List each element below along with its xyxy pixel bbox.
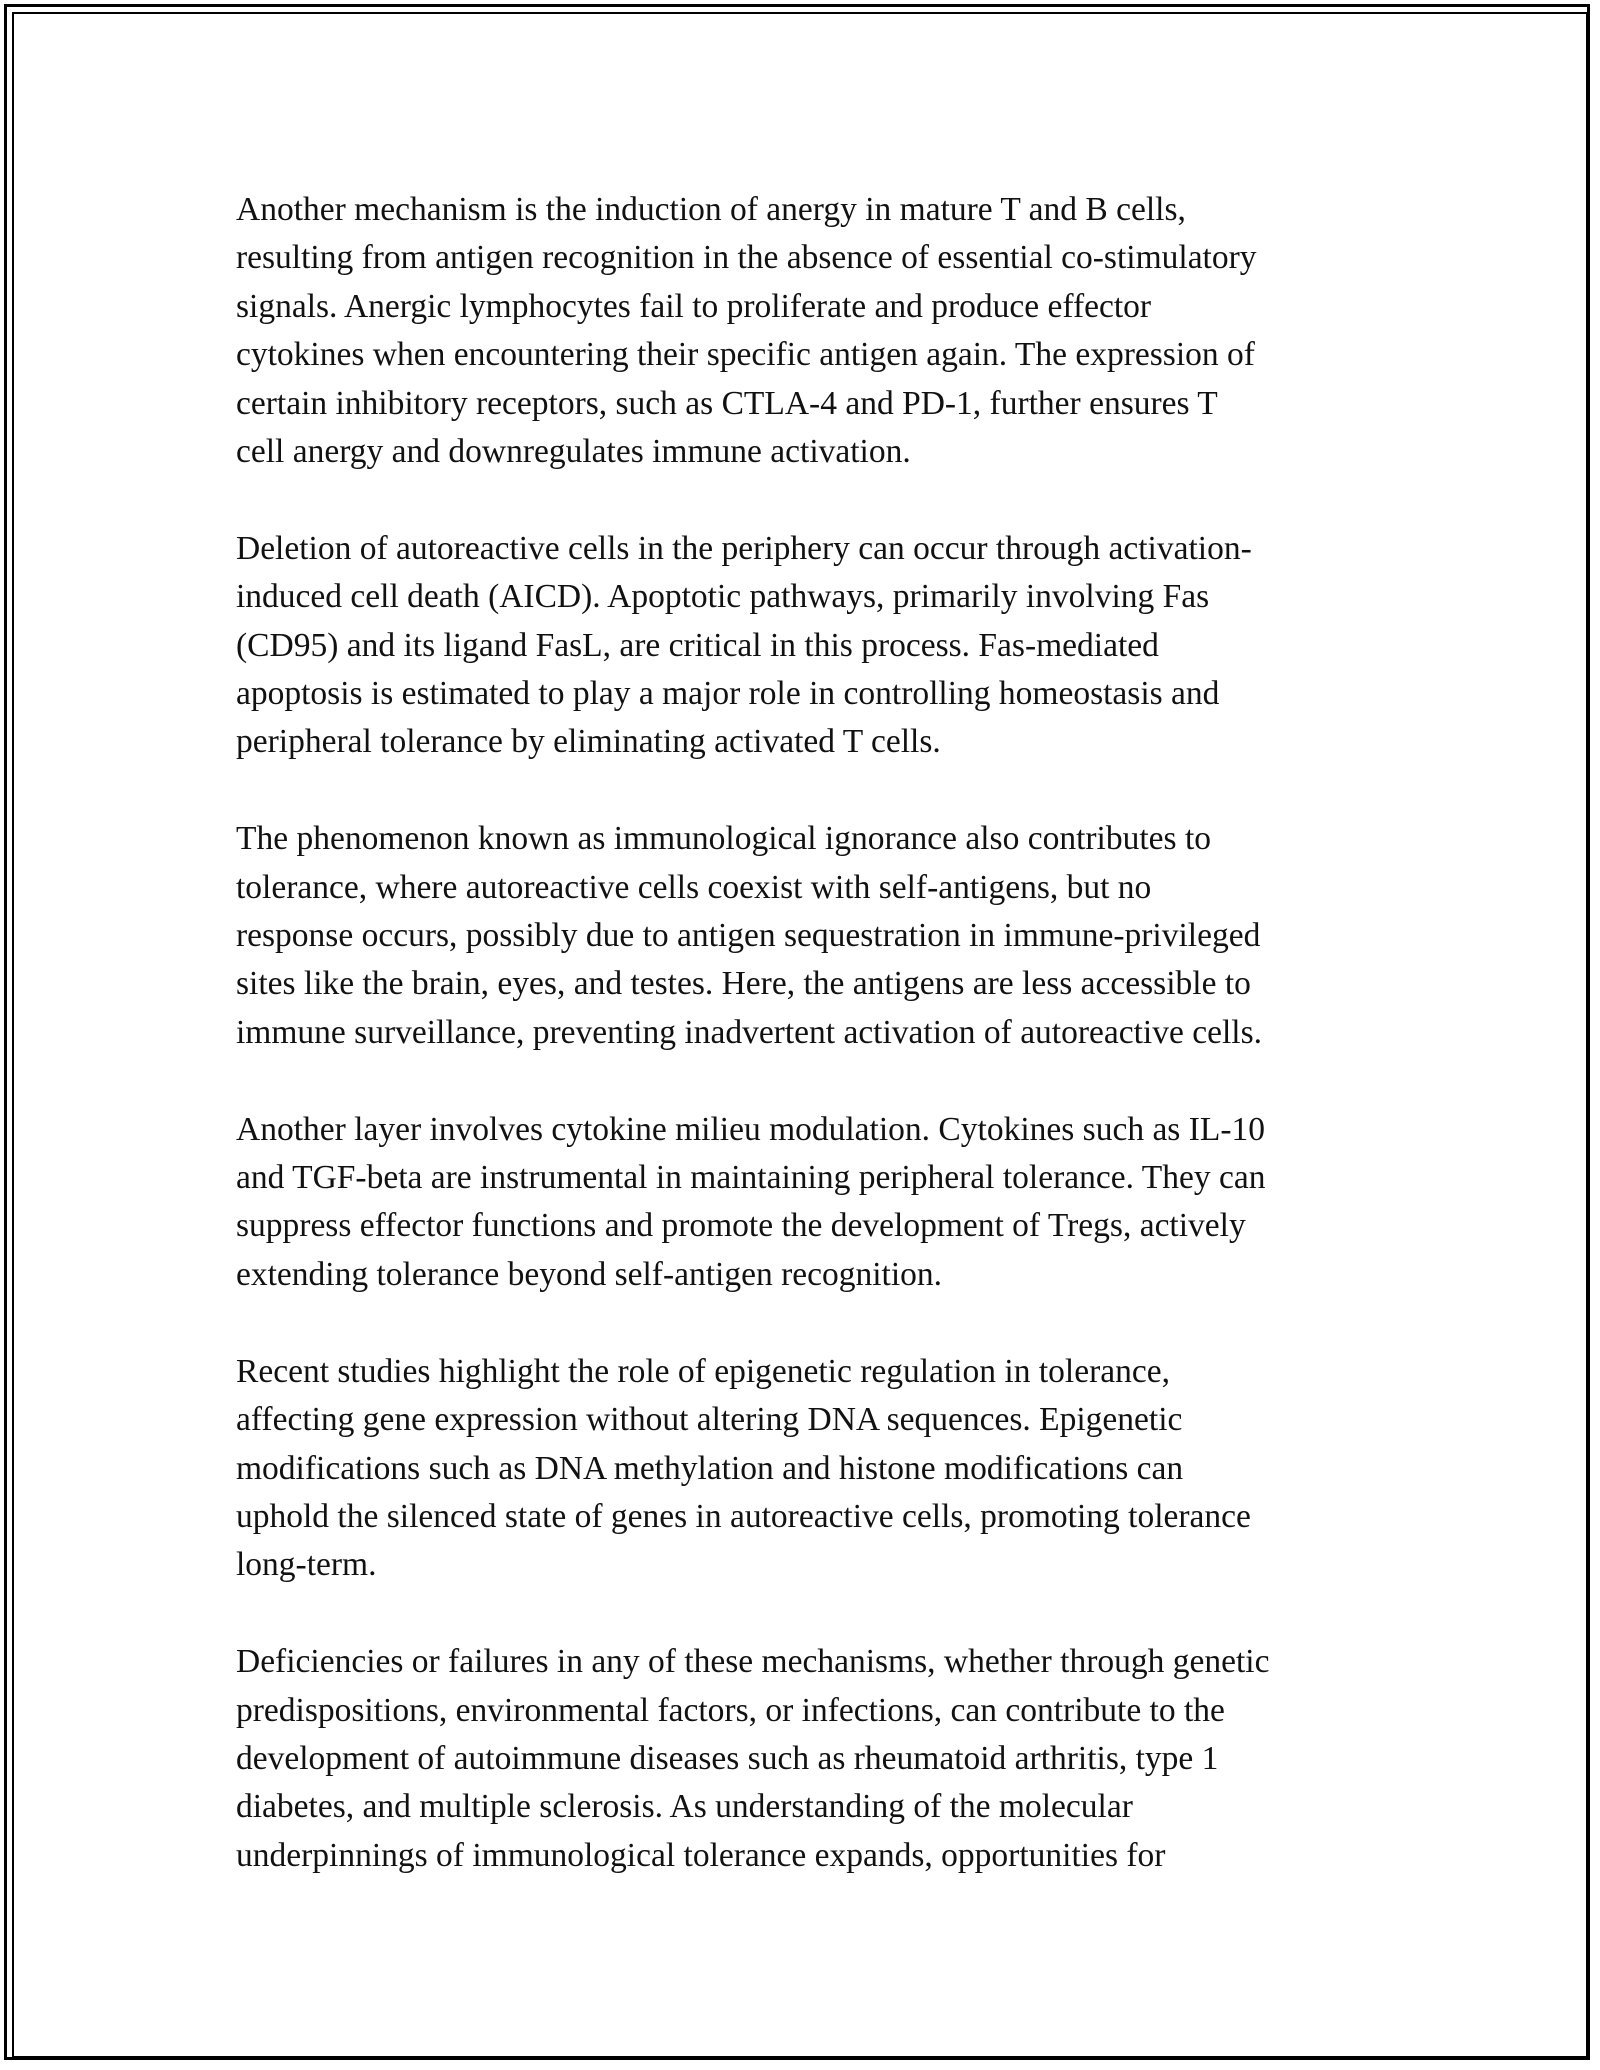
paragraph-deficiencies: Deficiencies or failures in any of these mechanisms, whether through genetic predispositions, environmental factors, or infections, can contribute to the development of autoimmune diseases such as rheumatoid arthritis, type 1 diabetes, and multiple sclerosis. As understanding of the molecular underpinnings of immunological tolerance expands, opportunities for: [236, 1643, 1270, 1874]
paragraph-anergy: Another mechanism is the induction of anergy in mature T and B cells, resulting from antigen recognition in the absence of essential co-stimulatory signals. Anergic lymphocytes fail to proliferate and produce effector cytokines when encountering their specific antigen again. The expression of certain inhibitory receptors, such as CTLA-4 and PD-1, further ensures T cell anergy and downregulates immune activation.: [236, 191, 1257, 471]
paragraph-aicd: Deletion of autoreactive cells in the periphery can occur through activation- induced cell death (AICD). Apoptotic pathways, primarily involving Fas (CD95) and its ligand FasL, are critical in this process. Fas-mediated apoptosis is estimated to play a major role in controlling homeostasis and peripheral tolerance by eliminating activated T cells.: [236, 529, 1252, 761]
paragraph-ignorance: The phenomenon known as immunological ignorance also contributes to tolerance, where autoreactive cells coexist with self-antigens, but no response occurs, possibly due to antigen sequestration in immune-privileged sites like the brain, eyes, and testes. Here, the antigens are less accessible to immune surveillance, preventing inadvertent activation of autoreactive cells.: [236, 820, 1263, 1051]
paragraph-cytokine: Another layer involves cytokine milieu modulation. Cytokines such as IL-10 and TGF-beta are instrumental in maintaining peripheral tolerance. They can suppress effector functions and promote the development of Tregs, actively extending tolerance beyond self-antigen recognition.: [236, 1110, 1266, 1293]
document-body: [236, 186, 1372, 1880]
paragraph-epigenetic: Recent studies highlight the role of epigenetic regulation in tolerance, affecting gene expression without altering DNA sequences. Epigenetic modifications such as DNA methylation and histone modifications can uphold the silenced state of genes in autoreactive cells, promoting tolerance long-term.: [236, 1352, 1251, 1584]
